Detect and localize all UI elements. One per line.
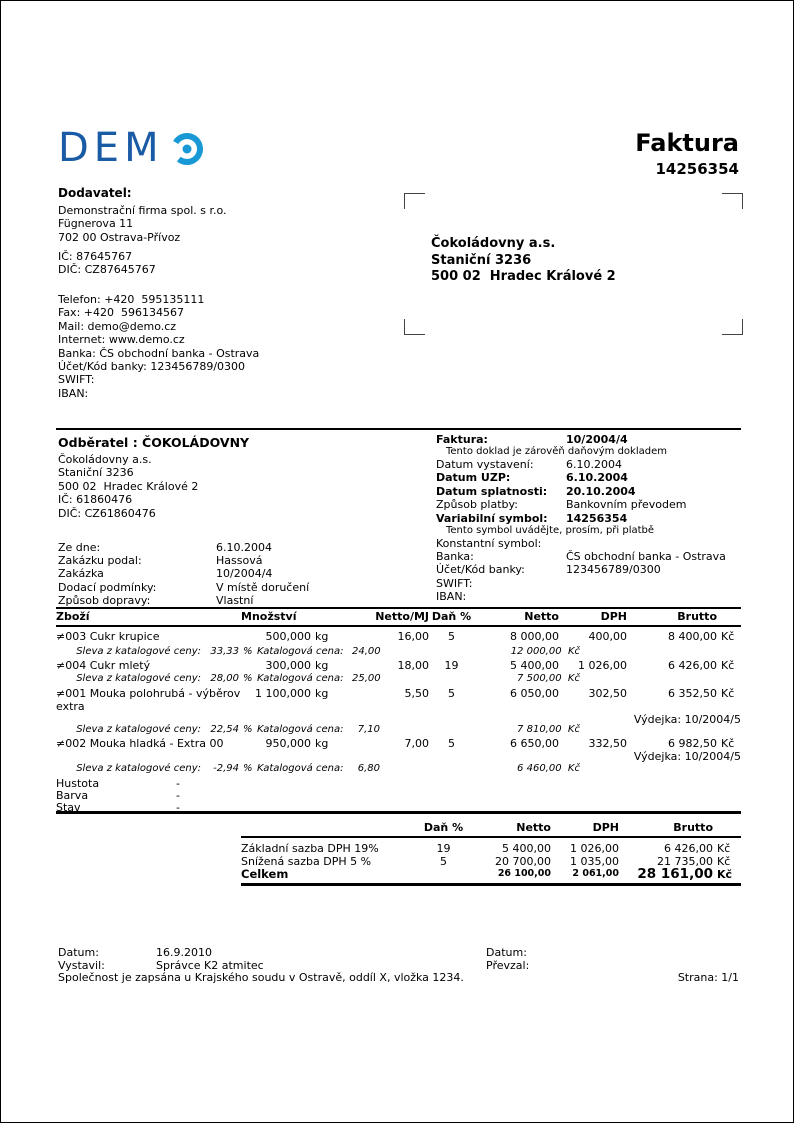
due-date-row: [436, 485, 726, 498]
supplier-street: Fügnerova 11: [58, 217, 134, 231]
property-label: Barva: [56, 789, 89, 802]
item-row-2: [56, 659, 741, 672]
item-4-code: ≠002: [56, 737, 87, 750]
item-row-3: [56, 687, 741, 700]
account-value: 123456789/0300: [566, 563, 661, 577]
customer-address: [58, 453, 198, 520]
item-3-netto: 6 050,00: [510, 687, 559, 700]
invoice-number-value: 10/2004/4: [566, 433, 628, 446]
item-4-delivery-note: Výdejka: 10/2004/5: [633, 750, 741, 763]
item-1-tax: 5: [448, 630, 455, 643]
item-3-name: ≠001 Mouka polohrubá - výběrov: [56, 687, 241, 700]
delivery-terms-label: Dodací podmínky:: [58, 580, 157, 594]
item-2-discount-row: [56, 673, 741, 685]
property-row-stav: [56, 801, 741, 814]
item-4-brutto: 6 982,50: [668, 737, 717, 750]
order-number-value: 10/2004/4: [216, 567, 273, 581]
supplier-account: Účet/Kód banky: 123456789/0300: [58, 360, 246, 374]
item-4-unit: kg: [315, 737, 329, 750]
items-header-underline: [56, 625, 741, 627]
total-currency: Kč: [717, 868, 733, 881]
supplier-swift: SWIFT:: [58, 373, 95, 387]
delivery-terms-row: [58, 581, 309, 594]
item-1-dph: 400,00: [588, 630, 627, 643]
item-2-netto: 5 400,00: [510, 659, 559, 672]
col-tax: Daň %: [431, 610, 472, 623]
vat-rate-dph: 1 026,00: [570, 842, 619, 855]
vat-rate-currency: Kč: [717, 842, 731, 855]
col-goods: Zboží: [56, 610, 90, 623]
invoice-meta: [436, 433, 726, 604]
swift-row: [436, 577, 726, 590]
footer-receive-date-row: [486, 946, 529, 959]
item-2-unit: kg: [315, 659, 329, 672]
supplier-dic: DIČ: CZ87645767: [58, 263, 156, 277]
order-submitter-value: Hassová: [216, 554, 263, 568]
item-1-qty: 500,000: [265, 630, 311, 643]
customer-street: Staniční 3236: [58, 466, 134, 480]
item-1-price: 16,00: [397, 630, 429, 643]
col-quantity: Množství: [241, 610, 297, 623]
discount-label: Sleva z katalogové ceny:: [76, 763, 201, 774]
supplier-mail: Mail: demo@demo.cz: [58, 319, 177, 333]
col-netto: Netto: [524, 610, 559, 623]
divider-customer-section: [56, 428, 741, 430]
summary-row-basic-rate: [241, 842, 741, 855]
uzp-date-row: [436, 471, 726, 484]
summary-col-brutto: Brutto: [673, 821, 713, 834]
col-brutto: Brutto: [677, 610, 717, 623]
demo-logo-o-icon: [166, 127, 208, 169]
item-4-currency: Kč: [721, 737, 735, 750]
supplier-internet: Internet: www.demo.cz: [58, 333, 185, 347]
item-4-discount-row: [56, 763, 741, 775]
supplier-city: 702 00 Ostrava-Přívoz: [58, 230, 181, 244]
variable-symbol-value: 14256354: [566, 511, 628, 525]
item-1-unit: kg: [315, 630, 329, 643]
item-4-price: 7,00: [404, 737, 429, 750]
summary-col-tax: Daň %: [423, 821, 464, 834]
item-1-name: ≠003 Cukr krupice: [56, 630, 160, 643]
order-date-row: [58, 541, 309, 554]
item-1-netto: 8 000,00: [510, 630, 559, 643]
summary-col-netto: Netto: [516, 821, 551, 834]
discount-pct: 28,00: [210, 673, 239, 684]
item-3-tax: 5: [448, 687, 455, 700]
constant-symbol-row: [436, 537, 726, 550]
supplier-fax: Fax: +420 596134567: [58, 306, 184, 320]
due-date-label: Datum splatnosti:: [436, 484, 548, 498]
footer-date-row: [58, 946, 264, 959]
item-2-dph: 1 026,00: [578, 659, 627, 672]
catalog-price: 6,80: [357, 763, 380, 774]
transport-row: [58, 594, 309, 607]
demo-logo: [58, 127, 208, 169]
col-dph: DPH: [600, 610, 627, 623]
discount-pct-sign: %: [243, 763, 253, 774]
catalog-netto: 6 460,00 Kč: [517, 763, 580, 774]
issue-date-value: 6.10.2004: [566, 458, 622, 471]
footer-right: [486, 946, 529, 972]
transport-value: Vlastní: [216, 593, 254, 607]
item-4-name: ≠002 Mouka hladká - Extra 00: [56, 737, 224, 750]
recipient-street: Staniční 3236: [431, 252, 532, 268]
discount-pct-sign: %: [243, 673, 253, 684]
item-3-unit: kg: [315, 687, 329, 700]
supplier-ids: [58, 250, 156, 277]
footer-left: [58, 946, 264, 972]
discount-label: Sleva z katalogové ceny:: [76, 646, 201, 657]
item-4-tax: 5: [448, 737, 455, 750]
company-registration-note: Společnost je zapsána u Krajského soudu v Ostravě, oddíl X, vložka 1234.: [58, 971, 464, 984]
document-title: Faktura: [635, 129, 739, 157]
items-table-top-rule: [56, 607, 741, 609]
catalog-price-label: Katalogová cena:: [257, 763, 344, 774]
catalog-price-label: Katalogová cena:: [257, 724, 344, 735]
discount-label: Sleva z katalogové ceny:: [76, 724, 201, 735]
item-3-dph: 302,50: [588, 687, 627, 700]
item-3-delivery-note: Výdejka: 10/2004/5: [633, 713, 741, 726]
total-label: Celkem: [241, 867, 289, 881]
account-row: [436, 563, 726, 576]
item-3-brutto: 6 352,50: [668, 687, 717, 700]
discount-pct: 33,33: [210, 646, 239, 657]
item-4-dph: 332,50: [588, 737, 627, 750]
vat-rate-netto: 20 700,00: [495, 855, 551, 868]
bank-row: [436, 550, 726, 563]
item-3-qty: 1 100,000: [255, 687, 311, 700]
item-3-currency: Kč: [721, 687, 735, 700]
vat-rate-label: Snížená sazba DPH 5 %: [241, 855, 372, 868]
discount-label: Sleva z katalogové ceny:: [76, 673, 201, 684]
constant-symbol-label: Konstantní symbol:: [436, 536, 542, 550]
address-window-mark-top-left: [404, 193, 425, 209]
iban-row: [436, 590, 726, 603]
supplier-name: Demonstrační firma spol. s r.o.: [58, 204, 227, 217]
vat-rate-brutto: 6 426,00: [664, 842, 713, 855]
item-1-code: ≠003: [56, 630, 87, 643]
item-1-discount-row: [56, 646, 741, 658]
footer-receiver-label: Převzal:: [486, 959, 530, 973]
footer-issuer-value: Správce K2 atmitec: [156, 959, 264, 973]
item-row-4: [56, 737, 741, 750]
address-window-mark-bottom-left: [404, 319, 425, 335]
supplier-label: Dodavatel:: [58, 186, 132, 200]
variable-symbol-row: [436, 512, 726, 525]
order-number-row: [58, 567, 309, 580]
document-number: 14256354: [655, 160, 739, 178]
catalog-netto: 7 810,00 Kč: [517, 724, 580, 735]
address-window-mark-bottom-right: [722, 319, 743, 335]
vat-rate-netto: 5 400,00: [502, 842, 551, 855]
variable-symbol-label: Variabilní symbol:: [436, 511, 548, 525]
uzp-date-label: Datum UZP:: [436, 471, 511, 485]
customer-dic: DIČ: CZ61860476: [58, 506, 156, 520]
item-2-tax: 19: [444, 659, 459, 672]
order-date-value: 6.10.2004: [216, 541, 272, 554]
discount-pct-sign: %: [243, 646, 253, 657]
supplier-bank: Banka: ČS obchodní banka - Ostrava: [58, 346, 260, 360]
customer-header: Odběratel : ČOKOLÁDOVNY: [58, 435, 250, 450]
issue-date-row: [436, 458, 726, 471]
catalog-price-label: Katalogová cena:: [257, 646, 344, 657]
vat-rate-tax: 19: [436, 842, 451, 855]
variable-symbol-note: Tento symbol uvádějte, prosím, při platbě: [446, 525, 655, 537]
property-value: -: [176, 801, 180, 814]
uzp-date-value: 6.10.2004: [566, 471, 628, 485]
recipient-name: Čokoládovny a.s.: [431, 236, 556, 251]
catalog-price: 24,00: [352, 646, 381, 657]
summary-header-underline: [241, 836, 741, 838]
iban-label: IBAN:: [436, 590, 467, 604]
order-date-label: Ze dne:: [58, 541, 101, 554]
footer-date-value: 16.9.2010: [156, 946, 212, 959]
item-row-1: [56, 630, 741, 643]
bank-label: Banka:: [436, 550, 474, 564]
item-1-brutto: 8 400,00: [668, 630, 717, 643]
invoice-number-row: [436, 433, 726, 446]
total-brutto: 28 161,00: [637, 866, 713, 882]
order-submitter-label: Zakázku podal:: [58, 554, 142, 568]
bank-value: ČS obchodní banka - Ostrava: [566, 550, 726, 564]
footer-receive-date-label: Datum:: [486, 946, 527, 959]
catalog-netto: 7 500,00 Kč: [517, 673, 580, 684]
discount-pct: 22,54: [210, 724, 239, 735]
recipient-city: 500 02 Hradec Králové 2: [431, 269, 616, 284]
supplier-phone: Telefon: +420 595135111: [58, 293, 205, 306]
demo-logo-text: DEM: [58, 125, 164, 171]
discount-pct: -2,94: [213, 763, 239, 774]
customer-ic: IČ: 61860476: [58, 493, 133, 507]
property-label: Hustota: [56, 777, 100, 790]
delivery-terms-value: V místě doručení: [216, 580, 310, 594]
item-3-name-wrap: extra: [56, 700, 85, 713]
summary-total-row: [241, 867, 741, 881]
supplier-address: [58, 204, 227, 244]
order-meta: [58, 541, 309, 607]
item-2-brutto: 6 426,00: [668, 659, 717, 672]
catalog-price-label: Katalogová cena:: [257, 673, 344, 684]
invoice-number-label: Faktura:: [436, 433, 488, 446]
item-2-qty: 300,000: [265, 659, 311, 672]
item-2-name: ≠004 Cukr mletý: [56, 659, 151, 672]
catalog-price: 25,00: [352, 673, 381, 684]
order-number-label: Zakázka: [58, 567, 104, 581]
item-1-currency: Kč: [721, 630, 735, 643]
supplier-contacts: [58, 293, 259, 400]
summary-bottom-rule: [241, 883, 741, 886]
payment-method-value: Bankovním převodem: [566, 498, 687, 512]
transport-label: Způsob dopravy:: [58, 593, 151, 607]
supplier-iban: IBAN:: [58, 386, 89, 400]
due-date-value: 20.10.2004: [566, 484, 636, 498]
swift-label: SWIFT:: [436, 576, 473, 590]
item-2-code: ≠004: [56, 659, 87, 672]
item-4-netto: 6 650,00: [510, 737, 559, 750]
payment-method-label: Způsob platby:: [436, 498, 518, 512]
summary-col-dph: DPH: [592, 821, 619, 834]
item-3-code: ≠001: [56, 687, 87, 700]
property-value: -: [176, 777, 180, 790]
vat-rate-brutto: 21 735,00: [657, 855, 713, 868]
catalog-netto: 12 000,00 Kč: [510, 646, 580, 657]
item-2-currency: Kč: [721, 659, 735, 672]
vat-rate-label: Základní sazba DPH 19%: [241, 842, 379, 855]
footer-date-label: Datum:: [58, 946, 99, 959]
property-label: Stav: [56, 801, 81, 814]
page-number: Strana: 1/1: [677, 971, 739, 984]
total-dph: 2 061,00: [572, 868, 619, 879]
account-label: Účet/Kód banky:: [436, 563, 525, 577]
issue-date-label: Datum vystavení:: [436, 458, 534, 471]
summary-header-row: [241, 821, 741, 834]
order-submitter-row: [58, 554, 309, 567]
payment-method-row: [436, 498, 726, 511]
tax-document-note: Tento doklad je zárověň daňovým dokladem: [446, 446, 667, 458]
item-4-qty: 950,000: [265, 737, 311, 750]
vat-rate-dph: 1 035,00: [570, 855, 619, 868]
customer-name: Čokoládovny a.s.: [58, 453, 152, 466]
vat-rate-tax: 5: [440, 855, 447, 868]
vat-rate-currency: Kč: [717, 855, 731, 868]
discount-pct-sign: %: [243, 724, 253, 735]
items-header-row: [56, 610, 741, 623]
col-netto-mj: Netto/MJ: [375, 610, 429, 623]
recipient-address: [431, 236, 616, 286]
address-window-mark-top-right: [722, 193, 743, 209]
footer-issuer-label: Vystavil:: [58, 959, 105, 973]
total-netto: 26 100,00: [497, 868, 551, 879]
customer-city: 500 02 Hradec Králové 2: [58, 479, 199, 493]
footer-receiver-row: [486, 959, 529, 972]
item-2-price: 18,00: [397, 659, 429, 672]
property-value: -: [176, 789, 180, 802]
item-3-discount-row: [56, 724, 741, 736]
catalog-price: 7,10: [357, 724, 380, 735]
supplier-ic: IČ: 87645767: [58, 250, 133, 263]
item-3-price: 5,50: [404, 687, 429, 700]
